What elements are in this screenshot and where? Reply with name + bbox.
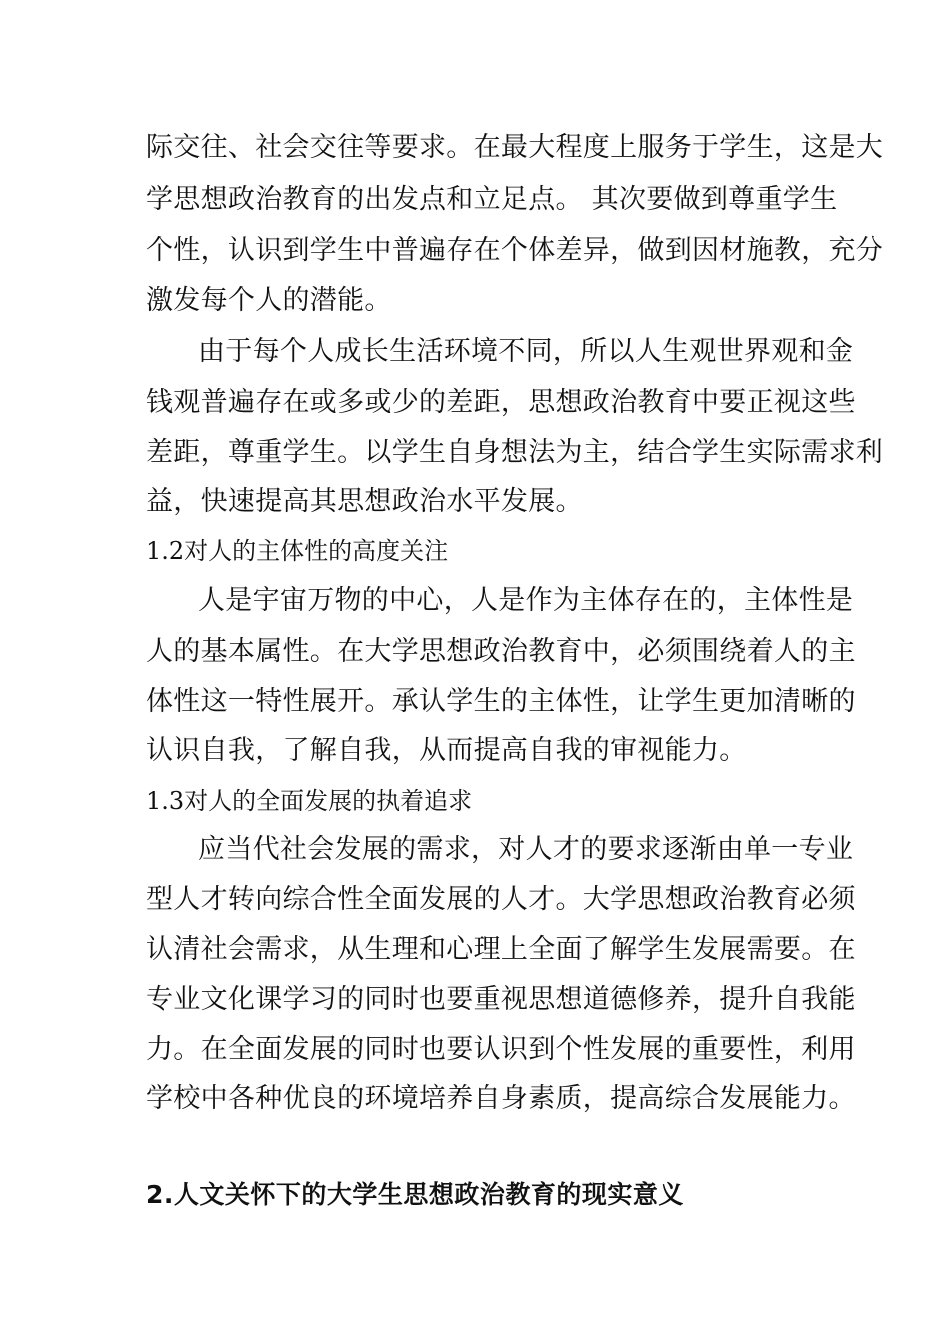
subsection-title: 1.3对人的全面发展的执着追求 — [146, 787, 473, 815]
paragraph-line: 认清社会需求，从生理和心理上全面了解学生发展需要。在 — [146, 934, 856, 965]
paragraph-line: 应当代社会发展的需求，对人才的要求逐渐由单一专业 — [198, 834, 854, 865]
paragraph-line: 人是宇宙万物的中心，人是作为主体存在的，主体性是 — [198, 585, 854, 616]
paragraph-line: 力。在全面发展的同时也要认识到个性发展的重要性，利用 — [146, 1034, 856, 1065]
paragraph-line: 益，快速提高其思想政治水平发展。 — [146, 486, 583, 517]
subsection-title: 1.2对人的主体性的高度关注 — [146, 537, 449, 565]
paragraph-line: 际交往、社会交往等要求。在最大程度上服务于学生，这是大 — [146, 132, 884, 163]
paragraph-line: 认识自我，了解自我，从而提高自我的审视能力。 — [146, 735, 747, 766]
paragraph-line: 差距，尊重学生。以学生自身想法为主，结合学生实际需求利 — [146, 437, 884, 468]
paragraph-line: 专业文化课学习的同时也要重视思想道德修养，提升自我能 — [146, 984, 856, 1015]
paragraph-line: 钱观普遍存在或多或少的差距，思想政治教育中要正视这些 — [146, 387, 856, 418]
paragraph-line: 由于每个人成长生活环境不同，所以人生观世界观和金 — [198, 336, 854, 367]
section-heading: 2.人文关怀下的大学生思想政治教育的现实意义 — [146, 1180, 684, 1209]
paragraph-line: 学思想政治教育的出发点和立足点。 其次要做到尊重学生 — [146, 184, 838, 215]
paragraph-line: 激发每个人的潜能。 — [146, 285, 392, 316]
paragraph-line: 个性，认识到学生中普遍存在个体差异，做到因材施教，充分 — [146, 235, 884, 266]
paragraph-line: 体性这一特性展开。承认学生的主体性，让学生更加清晰的 — [146, 686, 856, 717]
paragraph-line: 学校中各种优良的环境培养自身素质，提高综合发展能力。 — [146, 1083, 856, 1114]
paragraph-line: 人的基本属性。在大学思想政治教育中，必须围绕着人的主 — [146, 636, 856, 667]
paragraph-line: 型人才转向综合性全面发展的人才。大学思想政治教育必须 — [146, 884, 856, 915]
